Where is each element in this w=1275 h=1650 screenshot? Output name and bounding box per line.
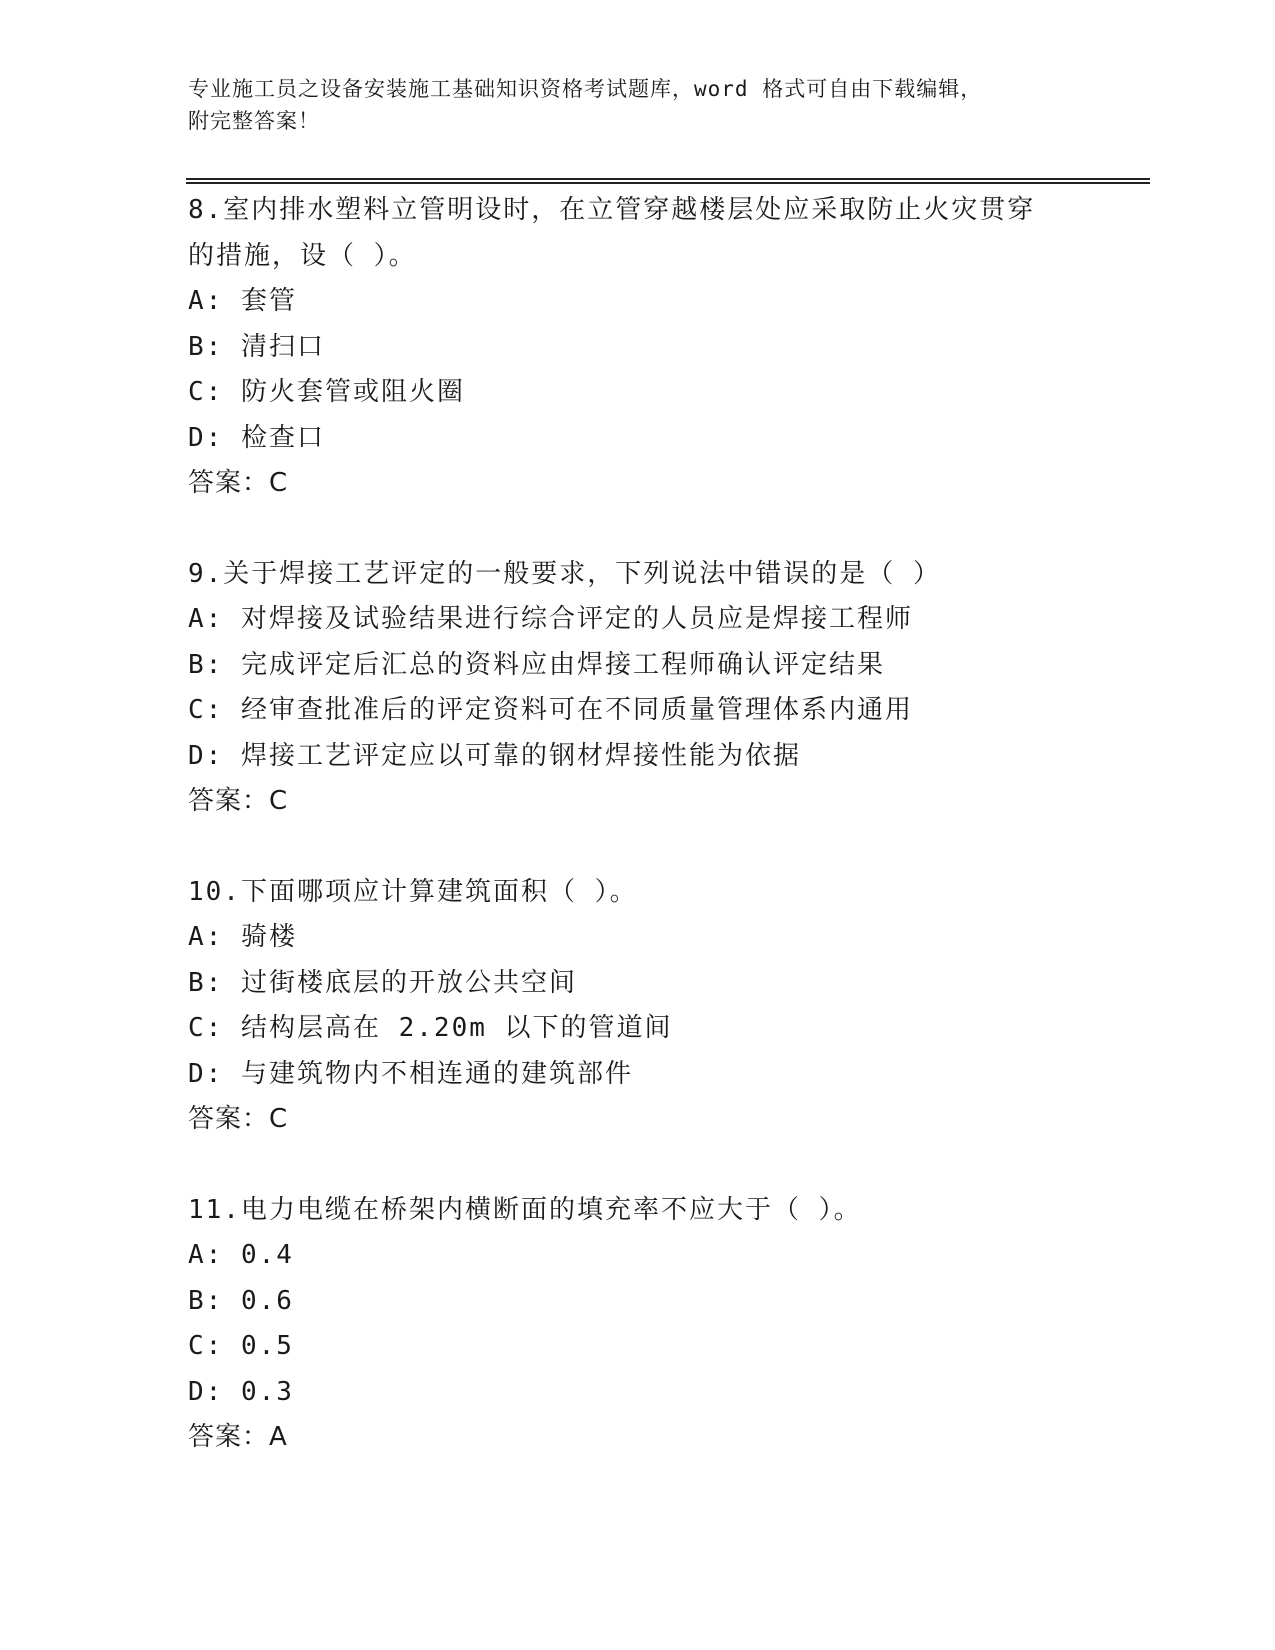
answer-line: 答案：A: [188, 1422, 288, 1452]
option-c: C: 经审查批准后的评定资料可在不同质量管理体系内通用: [188, 695, 913, 725]
option-a: A: 0.4: [188, 1240, 294, 1270]
question-10: [188, 870, 1108, 1143]
question-text: 8.室内排水塑料立管明设时，在立管穿越楼层处应采取防止火灾贯穿: [188, 195, 1036, 225]
question-text: 9.关于焊接工艺评定的一般要求，下列说法中错误的是（ ）: [188, 558, 941, 589]
answer-line: 答案：C: [188, 786, 289, 816]
header-double-rule: [186, 178, 1150, 184]
option-d: D: 0.3: [188, 1376, 294, 1407]
question-text: 11.电力电缆在桥架内横断面的填充率不应大于（ ）。: [188, 1194, 862, 1225]
option-d: D: 焊接工艺评定应以可靠的钢材焊接性能为依据: [188, 740, 801, 771]
rule-line-top: [186, 178, 1150, 180]
option-d: D: 与建筑物内不相连通的建筑部件: [188, 1058, 633, 1089]
header-line-1: 专业施工员之设备安装施工基础知识资格考试题库，word 格式可自由下载编辑，: [188, 77, 983, 101]
option-a: A: 骑楼: [188, 922, 297, 952]
option-b: B: 0.6: [188, 1285, 294, 1316]
option-c: C: 防火套管或阻火圈: [188, 377, 465, 407]
answer-line: 答案：C: [188, 1104, 289, 1134]
option-a: A: 套管: [188, 286, 297, 316]
option-a: A: 对焊接及试验结果进行综合评定的人员应是焊接工程师: [188, 604, 913, 634]
document-header: [188, 73, 1088, 137]
question-list: [188, 188, 1108, 1506]
option-b: B: 清扫口: [188, 331, 325, 362]
option-d: D: 检查口: [188, 422, 325, 453]
question-text-continued: 的措施，设（ ）。: [188, 240, 417, 271]
header-line-2: 附完整答案！: [188, 109, 320, 133]
question-text: 10.下面哪项应计算建筑面积（ ）。: [188, 876, 638, 907]
option-c: C: 0.5: [188, 1331, 294, 1361]
option-c: C: 结构层高在 2.20m 以下的管道间: [188, 1013, 673, 1043]
rule-line-bottom: [186, 182, 1150, 184]
question-11: [188, 1188, 1108, 1461]
question-9: [188, 552, 1108, 825]
option-b: B: 过街楼底层的开放公共空间: [188, 967, 577, 998]
answer-line: 答案：C: [188, 468, 289, 498]
option-b: B: 完成评定后汇总的资料应由焊接工程师确认评定结果: [188, 649, 885, 680]
question-8: [188, 188, 1108, 507]
